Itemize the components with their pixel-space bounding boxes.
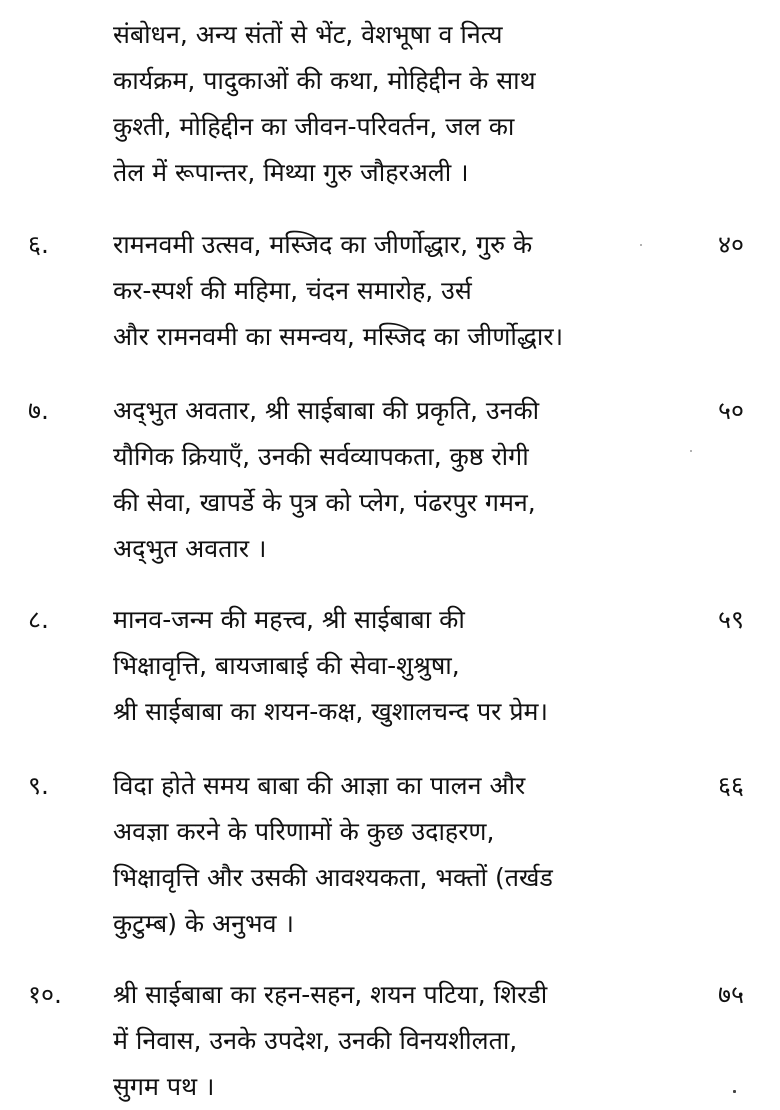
page-number: ७५ xyxy=(717,980,744,1009)
entry-line: अद्‌भुत अवतार, श्री साईबाबा की प्रकृति, उनकी xyxy=(113,396,540,425)
entry-line: श्री साईबाबा का रहन-सहन, शयन पटिया, शिरडी xyxy=(113,980,548,1009)
entry-line: श्री साईबाबा का शयन-कक्ष, खुशालचन्द पर प्रेम। xyxy=(113,697,548,726)
scan-speck xyxy=(640,244,642,246)
scan-speck xyxy=(690,450,692,452)
entry-description xyxy=(113,12,673,196)
entry-description xyxy=(113,763,673,947)
page-number: ५९ xyxy=(717,605,744,634)
entry-line: रामनवमी उत्सव, मस्जिद का जीर्णोद्धार, गुरु के xyxy=(113,230,533,259)
entry-line: की सेवा, खापर्डे के पुत्र को प्लेग, पंढरपुर गमन, xyxy=(113,488,536,517)
entry-line: भिक्षावृत्ति, बायजाबाई की सेवा-शुश्रुषा, xyxy=(113,651,460,680)
page-number: ६६ xyxy=(717,771,744,800)
scan-speck xyxy=(733,1090,736,1093)
entry-line: मानव-जन्म की महत्त्व, श्री साईबाबा की xyxy=(113,605,465,634)
entry-line: में निवास, उनके उपदेश, उनकी विनयशीलता, xyxy=(113,1026,518,1055)
entry-line: तेल में रूपान्तर, मिथ्या गुरु जौहरअली । xyxy=(113,158,469,187)
entry-line: कार्यक्रम, पादुकाओं की कथा, मोहिद्दीन के साथ xyxy=(113,66,536,95)
page-number: ५० xyxy=(717,396,744,425)
entry-description xyxy=(113,972,673,1110)
entry-line: कुश्ती, मोहिद्दीन का जीवन-परिवर्तन, जल का xyxy=(113,112,515,141)
chapter-number: ९. xyxy=(28,771,49,800)
entry-line: अद्‌भुत अवतार । xyxy=(113,534,267,563)
entry-line: विदा होते समय बाबा की आज्ञा का पालन और xyxy=(113,771,526,800)
chapter-number: ६. xyxy=(28,230,49,259)
entry-line: सुगम पथ । xyxy=(113,1072,215,1101)
entry-description xyxy=(113,597,673,735)
entry-line: भिक्षावृत्ति और उसकी आवश्यकता, भक्तों (तर्खड xyxy=(113,863,553,892)
entry-line: अवज्ञा करने के परिणामों के कुछ उदाहरण, xyxy=(113,817,495,846)
chapter-number: १०. xyxy=(28,980,62,1009)
chapter-number: ८. xyxy=(28,605,49,634)
page-number: ४० xyxy=(717,230,744,259)
entry-line: संबोधन, अन्य संतों से भेंट, वेशभूषा व नित्य xyxy=(113,20,503,49)
entry-line: और रामनवमी का समन्वय, मस्जिद का जीर्णोद्धार। xyxy=(113,322,564,351)
entry-line: कुटुम्ब) के अनुभव । xyxy=(113,909,294,938)
chapter-number: ७. xyxy=(28,396,49,425)
entry-description xyxy=(113,388,673,572)
entry-description xyxy=(113,222,673,360)
entry-line: कर-स्पर्श की महिमा, चंदन समारोह, उर्स xyxy=(113,276,472,305)
entry-line: यौगिक क्रियाएँ, उनकी सर्वव्यापकता, कुष्ठ रोगी xyxy=(113,442,529,471)
